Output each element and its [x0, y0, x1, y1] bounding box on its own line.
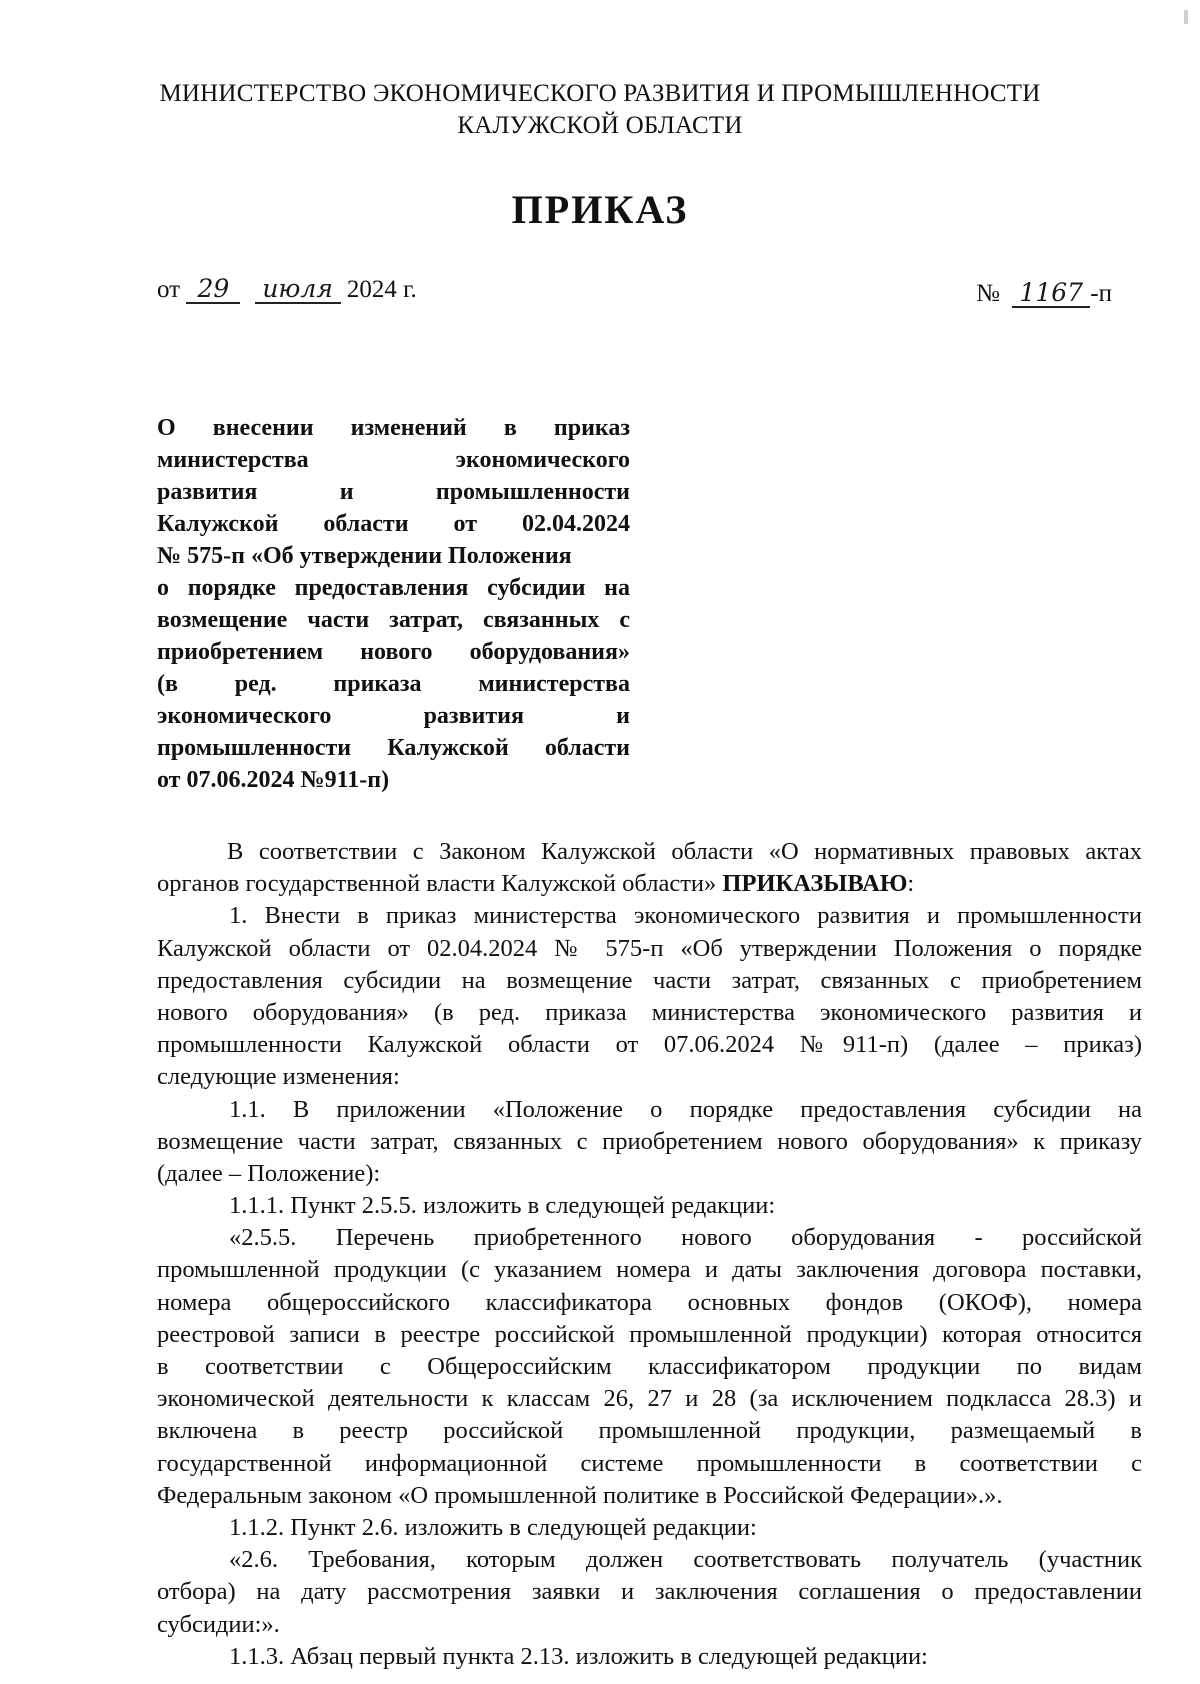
- clause-2-5-5-line: в соответствии с Общероссийским классификатором продукции по видам: [157, 1353, 1142, 1380]
- subject-line: от 07.06.2024 №911-п): [157, 767, 390, 793]
- date-year: 2024 г.: [346, 276, 417, 303]
- order-subject: [157, 412, 630, 796]
- paragraph-1-1-1: 1.1.1. Пункт 2.5.5. изложить в следующей редакции:: [229, 1192, 776, 1220]
- paragraph-1-1-2: 1.1.2. Пункт 2.6. изложить в следующей редакции:: [229, 1513, 757, 1541]
- number-prefix: №: [976, 280, 1001, 307]
- number-suffix: -п: [1090, 280, 1112, 307]
- subject-line: экономического развития и: [157, 703, 630, 729]
- paragraph-1-1-3: 1.1.3. Абзац первый пункта 2.13. изложить в следующей редакции:: [229, 1642, 928, 1670]
- paragraph-1-1-line: 1.1. В приложении «Положение о порядке предоставления субсидии на: [229, 1095, 1142, 1123]
- paragraph-1-line: 1. Внести в приказ министерства экономического развития и промышленности: [229, 902, 1142, 930]
- subject-line: № 575-п «Об утверждении Положения: [157, 543, 572, 569]
- date-prefix: от: [157, 276, 181, 303]
- order-number: [976, 280, 1112, 308]
- ministry-name-line-1: МИНИСТЕРСТВО ЭКОНОМИЧЕСКОГО РАЗВИТИЯ И ПРОМЫШЛЕННОСТИ: [159, 80, 1041, 107]
- order-colon: :: [907, 870, 915, 898]
- clause-2-6-line: отбора) на дату рассмотрения заявки и заключения соглашения о предоставлении: [157, 1578, 1142, 1606]
- paragraph-1-line: следующие изменения:: [157, 1063, 400, 1091]
- subject-line: О внесении изменений в приказ: [157, 415, 630, 441]
- paragraph-1-1-line: (далее – Положение):: [157, 1159, 381, 1187]
- paragraph-1-line: нового оборудования» (в ред. приказа министерства экономического развития и: [157, 998, 1142, 1026]
- paragraph-1-line: промышленности Калужской области от 07.06.2024 №911-п) (далее – приказ): [157, 1031, 1142, 1059]
- clause-2-5-5-line: включена в реестр российской промышленной продукции, размещаемый в: [157, 1417, 1142, 1445]
- order-body: [157, 836, 1142, 1673]
- date-month-handwritten: июля: [255, 276, 341, 304]
- clause-2-6-line: «2.6. Требования, которым должен соответствовать получатель (участник: [229, 1546, 1142, 1574]
- order-date: [157, 276, 417, 304]
- ministry-name-line-2: КАЛУЖСКОЙ ОБЛАСТИ: [457, 112, 743, 139]
- clause-2-5-5-line: «2.5.5. Перечень приобретенного нового оборудования - российской: [229, 1224, 1142, 1252]
- subject-line: министерства экономического: [157, 447, 630, 473]
- clause-2-6-line: субсидии:».: [157, 1610, 280, 1638]
- preamble-text: органов государственной власти Калужской области»: [157, 870, 717, 898]
- subject-line: возмещение части затрат, связанных с: [157, 607, 630, 633]
- clause-2-5-5-line: Федеральным законом «О промышленной политике в Российской Федерации».».: [157, 1481, 1003, 1509]
- document-title: ПРИКАЗ: [511, 187, 689, 232]
- clause-2-5-5-line: экономической деятельности к классам 26, 27 и 28 (за исключением подкласса 28.3) и: [157, 1385, 1142, 1413]
- paragraph-1-line: предоставления субсидии на возмещение части затрат, связанных с приобретением: [157, 966, 1142, 994]
- subject-line: развития и промышленности: [157, 479, 630, 505]
- ministry-header: [150, 78, 1050, 142]
- order-word: ПРИКАЗЫВАЮ: [722, 870, 908, 898]
- subject-line: промышленности Калужской области: [157, 735, 630, 761]
- clause-2-5-5-line: государственной информационной системе промышленности в соответствии с: [157, 1449, 1142, 1477]
- date-day-handwritten: 29: [186, 276, 240, 304]
- paragraph-1-line: Калужской области от 02.04.2024 № 575-п «Об утверждении Положения о порядке: [157, 934, 1142, 962]
- number-value-handwritten: 1167: [1012, 280, 1090, 308]
- subject-line: (в ред. приказа министерства: [157, 671, 630, 697]
- preamble-line: В соответствии с Законом Калужской области «О нормативных правовых актах: [227, 838, 1142, 865]
- clause-2-5-5-line: номера общероссийского классификатора основных фондов (ОКОФ), номера: [157, 1288, 1142, 1316]
- subject-line: о порядке предоставления субсидии на: [157, 575, 630, 601]
- subject-line: Калужской области от 02.04.2024: [157, 511, 630, 537]
- preamble-line: [157, 868, 1142, 900]
- clause-2-5-5-line: промышленной продукции (с указанием номера и даты заключения договора поставки,: [157, 1256, 1142, 1284]
- subject-line: приобретением нового оборудования»: [157, 639, 630, 665]
- paragraph-1-1-line: возмещение части затрат, связанных с приобретением нового оборудования» к приказу: [157, 1127, 1142, 1155]
- clause-2-5-5-line: реестровой записи в реестре российской промышленной продукции) которая относится: [157, 1320, 1142, 1348]
- scan-mark: [1184, 10, 1188, 24]
